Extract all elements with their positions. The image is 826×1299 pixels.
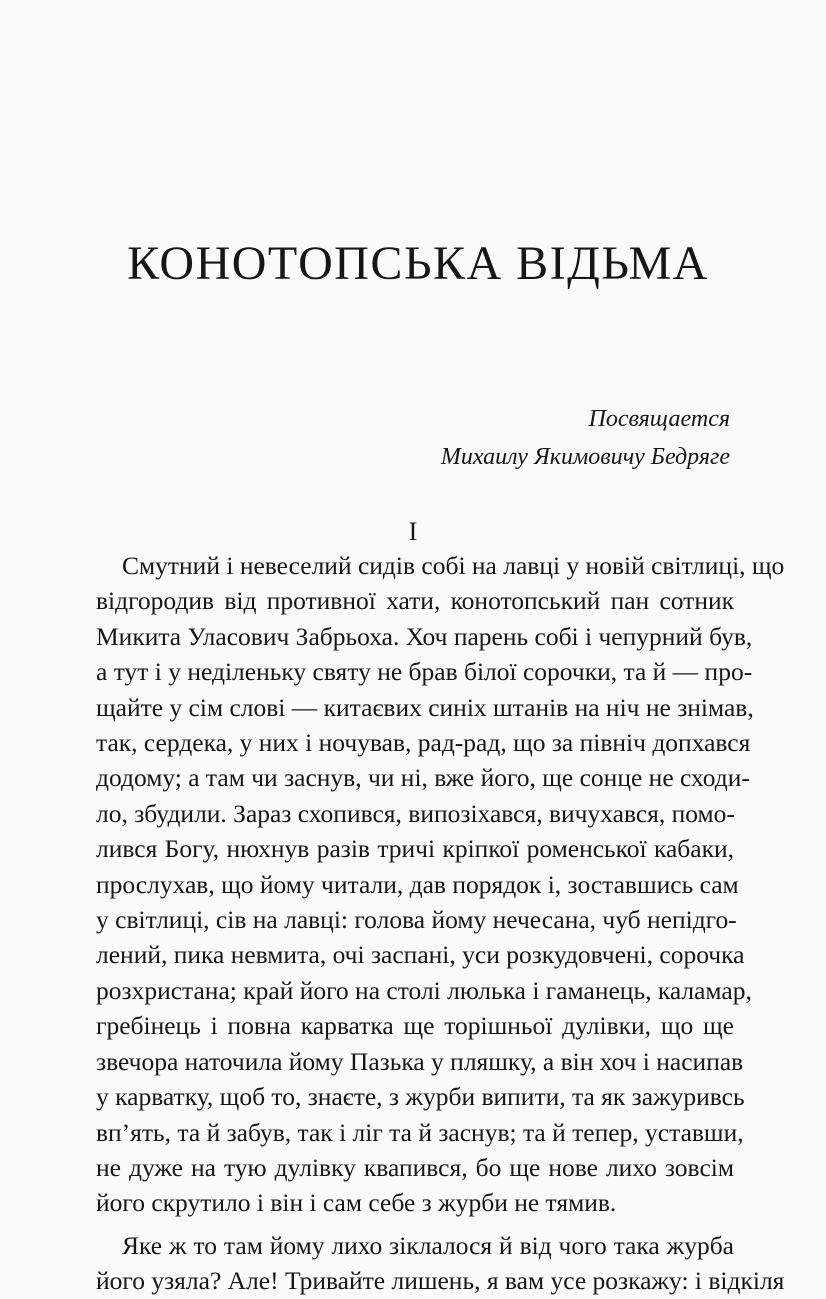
text-line: Яке ж то там йому лихо зіклалося й від чого така журба xyxy=(122,1230,734,1260)
text-line: відгородив від противної хати, конотопський пан сотник xyxy=(96,586,734,616)
text-line: Смутний і невеселий сидів собі на лавці у новій світлиці, що xyxy=(122,551,785,580)
text-line: прослухав, що йому читали, дав порядок і, зоставшись сам xyxy=(96,869,739,899)
text-line: щайте у сім слові — китаєвих синіх штанів на ніч не знімав, xyxy=(96,692,754,722)
text-line: а тут і у неділеньку святу не брав білої сорочки, та й — про- xyxy=(96,657,753,687)
text-line: його узяла? Але! Тривайте лишень, я вам усе розкажу: і відкіля xyxy=(96,1266,785,1296)
chapter-number: I xyxy=(408,517,418,546)
dedication-line-1: Посвящается xyxy=(588,406,730,432)
dedication-line-2: Михаилу Якимовичу Бедряге xyxy=(440,444,730,470)
text-line: лився Богу, нюхнув разів тричі кріпкої роменської кабаки, xyxy=(96,834,734,864)
paragraph-2 xyxy=(96,1228,785,1299)
text-line: лений, пика невмита, очі заспані, уси розкудовчені, сорочка xyxy=(96,940,745,970)
text-line: гребінець і повна карватка ще торішньої дулівки, що ще xyxy=(96,1011,734,1041)
dedication xyxy=(441,400,730,476)
text-line: Микита Уласович Забрьоха. Хоч парень собі і чепурний був, xyxy=(96,621,753,651)
text-line: у світлиці, сів на лавці: голова йому нечесана, чуб непідго- xyxy=(96,905,737,935)
text-line: розхристана; край його на столі люлька і гаманець, каламар, xyxy=(96,975,752,1005)
text-line: додому; а там чи заснув, чи ні, вже його, ще сонце не сходи- xyxy=(96,763,750,793)
text-line: звечора наточила йому Пазька у пляшку, а він хоч і насипав xyxy=(96,1046,744,1076)
page-title: КОНОТОПСЬКА ВІДЬМА xyxy=(127,237,709,290)
body-text xyxy=(96,548,785,1299)
paragraph-1 xyxy=(96,548,785,1221)
text-line: його скрутило і він і сам себе з журби не тямив. xyxy=(96,1188,617,1218)
text-line: ло, збудили. Зараз схопився, випозіхався, вичухався, помо- xyxy=(96,798,735,828)
text-line: так, сердека, у них і ночував, рад-рад, що за північ допхався xyxy=(96,728,751,758)
text-line: вп’ять, та й забув, так і ліг та й заснув; та й тепер, уставши, xyxy=(96,1117,744,1147)
text-line: у карватку, щоб то, знаєте, з журби випити, та як зажуривсь xyxy=(96,1082,745,1112)
text-line: не дуже на тую дулівку квапився, бо ще нове лихо зовсім xyxy=(96,1152,734,1182)
